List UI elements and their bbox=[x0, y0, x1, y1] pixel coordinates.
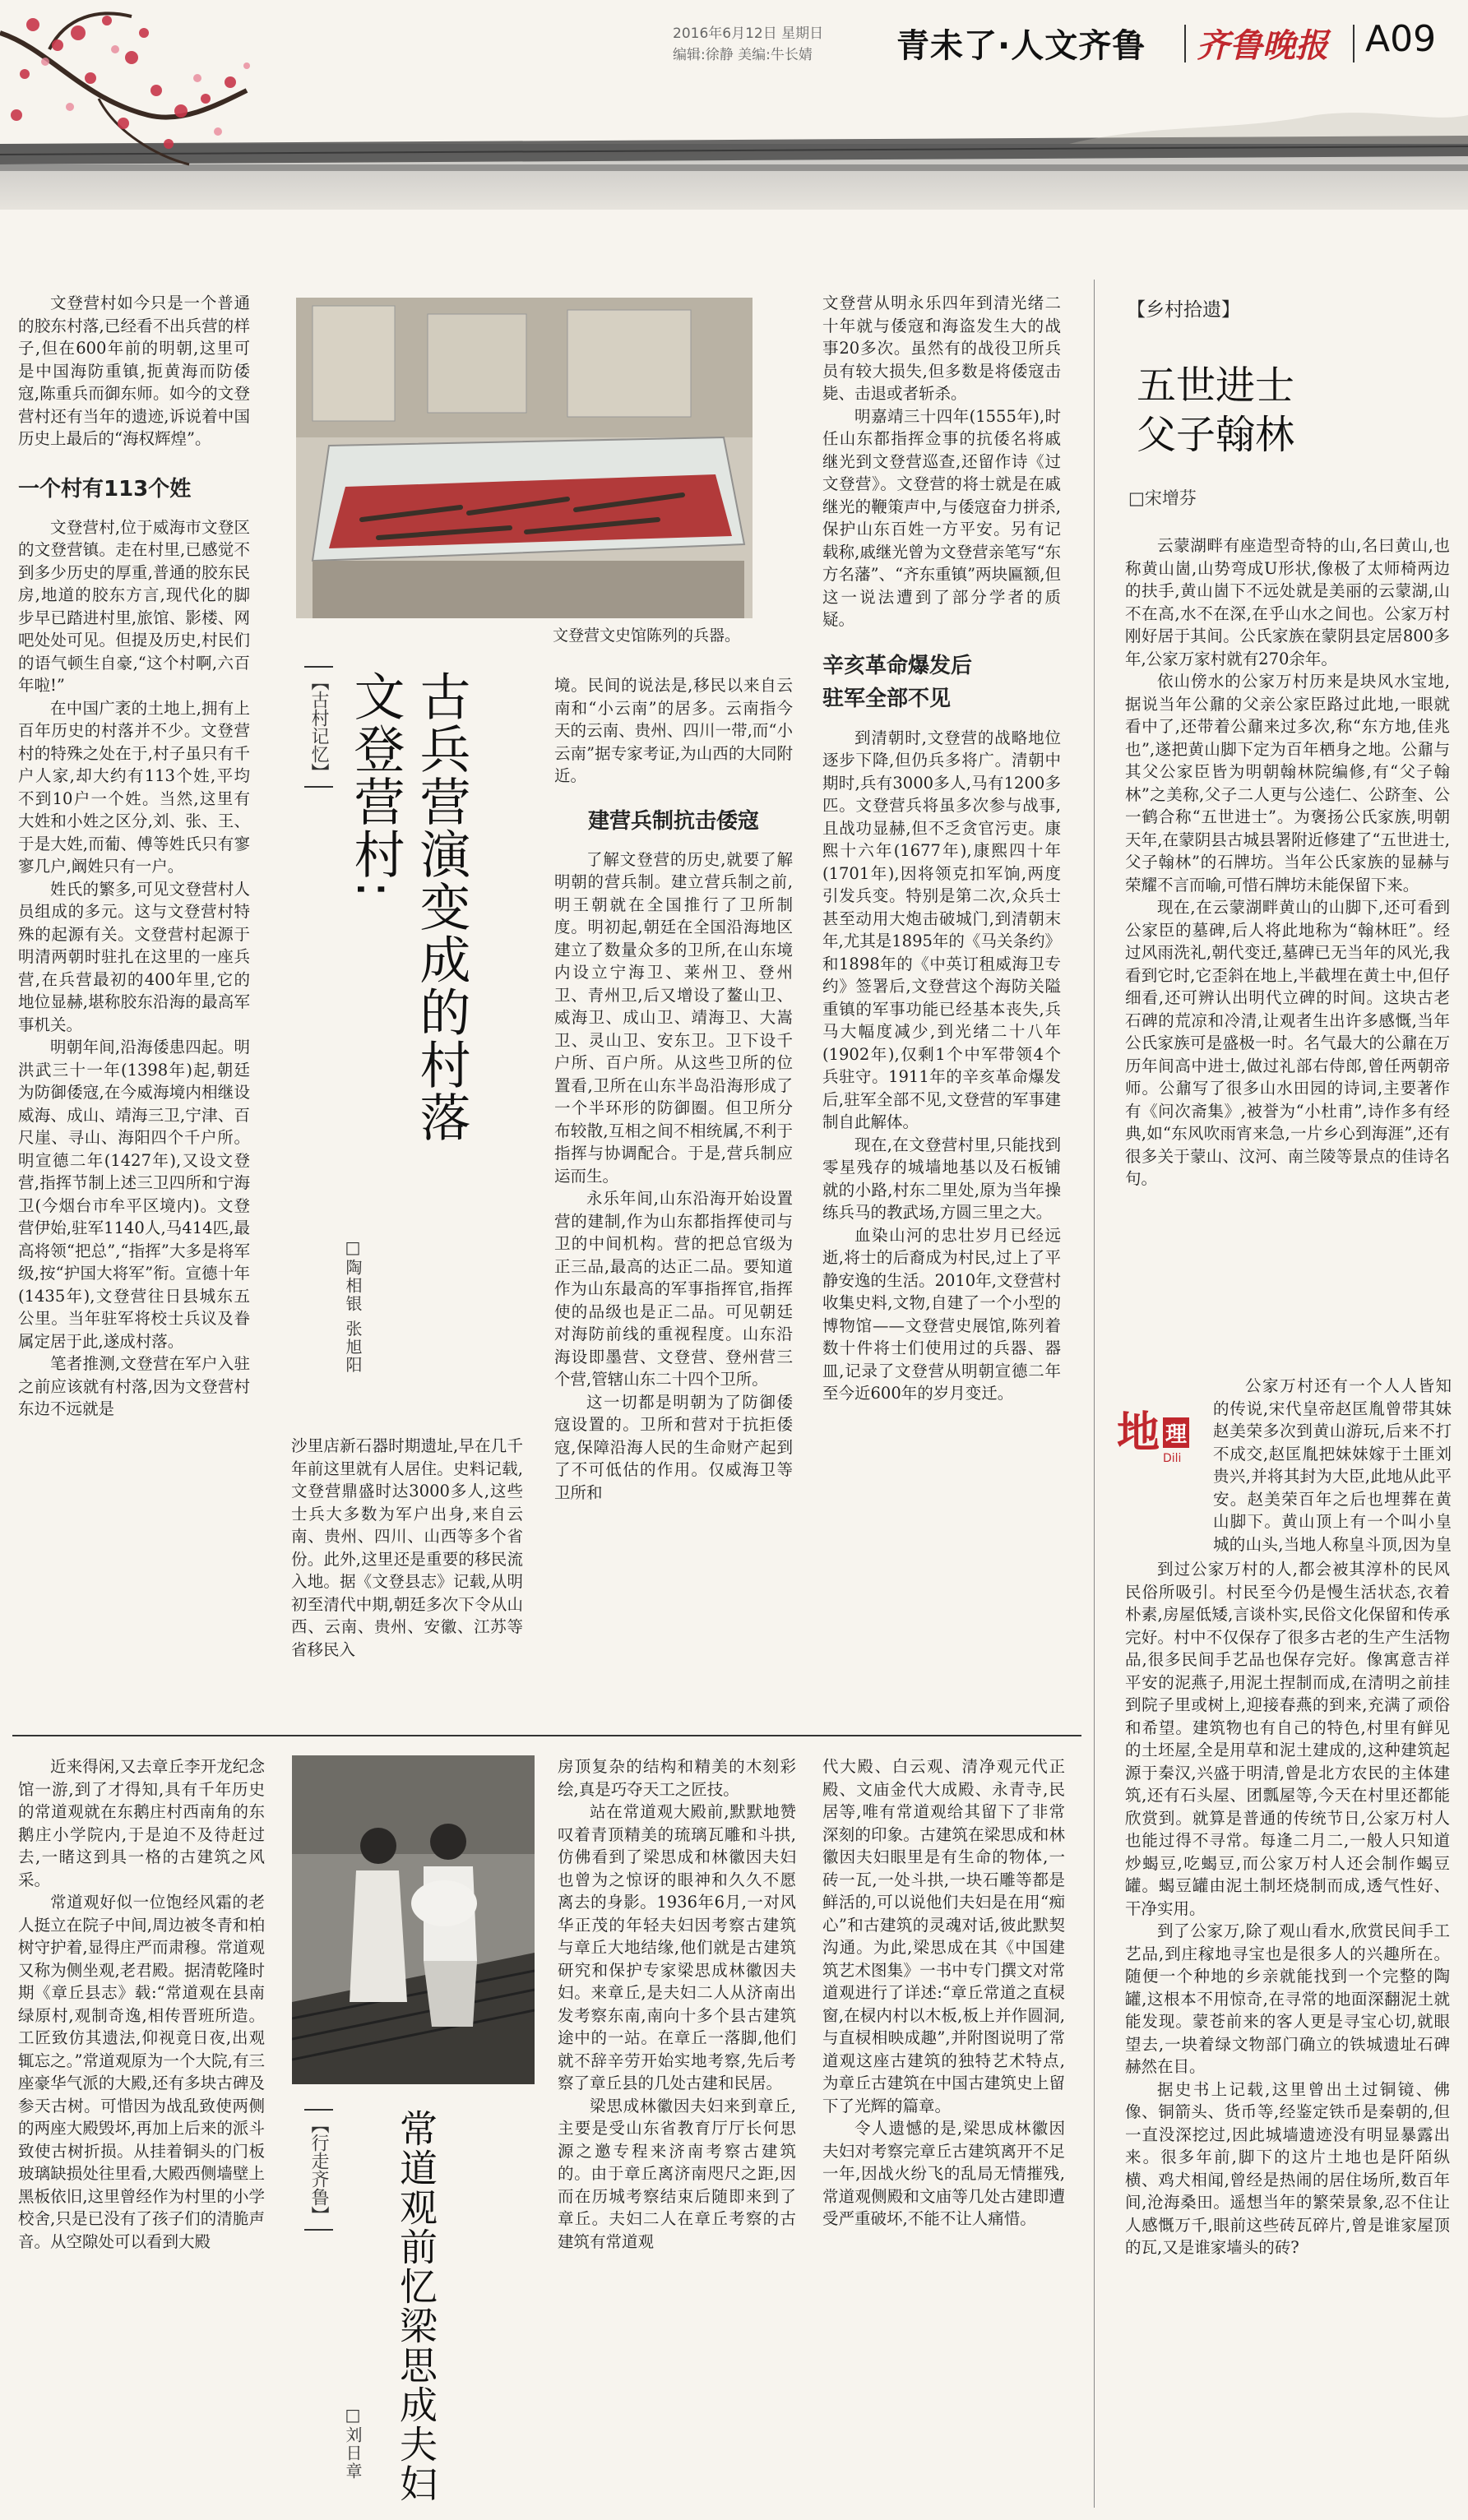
section-divider bbox=[12, 1735, 1081, 1736]
article1-para: 在中国广袤的土地上,拥有上百年历史的村落并不少。文登营村的特殊之处在于,村子虽只有千户人家,却大约有113个姓,平均不到10户一个姓。当然,这里有大姓和小姓之区分,刘、张、王、于是大姓,而葡、傅等姓氏只有寥寥几户,阚姓只有一户。 bbox=[18, 698, 250, 876]
article3-column-tag: 【行走齐鲁】 bbox=[304, 2109, 333, 2231]
article3-para: 代大殿、白云观、清净观元代正殿、文庙金代大成殿、永青寺,民居等,唯有常道观给其留下了非常深刻的印象。古建筑在梁思成和林徽因夫妇眼里是有生命的物体,一砖一瓦,一处斗拱,一块石雕等都是鲜活的,可以说他们夫妇是在用“痴心”和古建筑的灵魂对话,彼此默契沟通。为此,梁思成在其《中国建筑艺术图集》一书中专门撰文对常道观进行了详述:“章丘常道之直棂窗,在棂内村以木板,板上并作圆洞,与直棂相映成趣”,并附图说明了常道观这座古建筑的独特艺术特点,为章丘古建筑在中国古建筑史上留下了光辉的篇章。 bbox=[822, 1757, 1065, 2115]
article2-col-wrap bbox=[1213, 1375, 1452, 1556]
article1-para: 了解文登营的历史,就要了解明朝的营兵制。建立营兵制之前,明王朝就在全国推行了卫所制度。明初起,朝廷在全国沿海地区建立了数量众多的卫所,在山东境内设立宁海卫、莱州卫、登州卫、青州卫,后又增设了鳌山卫、威海卫、成山卫、靖海卫、大嵩卫、灵山卫、安东卫。卫下设千户所、百户所。从这些卫所的位置看,卫所在山东半岛沿海形成了一个半环形的防御圈。但卫所分布较散,互相之间不相统属,不利于指挥与协调配合。于是,营兵制应运而生。 bbox=[554, 849, 793, 1186]
article1-para: 这一切都是明朝为了防御倭寇设置的。卫所和营对于抗拒倭寇,保障沿海人民的生命财产起到了不可低估的作用。仅威海卫等卫所和 bbox=[554, 1392, 793, 1502]
article2-para: 到了公家万,除了观山看水,欣赏民间手工艺品,到庄稼地寻宝也是很多人的兴趣所在。随便一个种地的乡亲就能找到一个完整的陶罐,这根本不用惊奇,在寻常的地面深翻泥土就能发现。蒙苍前来的客人更是寻宝心切,就眼望去,一块着绿文物部门确立的铁城遗址石碑赫然在目。 bbox=[1125, 1921, 1450, 2076]
dili-logo-char2: 理 bbox=[1163, 1417, 1189, 1448]
dili-logo-char1: 地 bbox=[1117, 1408, 1160, 1458]
editors-credit: 编辑:徐静 美编:牛长婧 bbox=[673, 47, 813, 63]
article1-para: 明朝年间,沿海倭患四起。明洪武三十一年(1398年)起,朝廷为防御倭寇,在今威海境内相继设威海、成山、靖海三卫,宁津、百尺崖、寻山、海阳四个千户所。明宣德二年(1427年),又设文登营,指挥节制上述三卫四所和宁海卫(今烟台市牟平区境内)。文登营伊始,驻军1140人,马414匹,最高将领“把总”,“指挥”大多是将军级,按“护国大将军”衔。宣德十年(1435年),文登营往日县城东五公里。当年驻军将校士兵议及眷属定居于此,遂成村落。 bbox=[18, 1038, 250, 1351]
section-title: 青未了·人文齐鲁 bbox=[896, 27, 1146, 65]
article2-col-bottom bbox=[1125, 1558, 1450, 2504]
dili-logo bbox=[1117, 1398, 1199, 1480]
article1-para: 境。民间的说法是,移民以来自云南和“小云南”的居多。云南指今天的云南、贵州、四川一带,而“小云南”据专家考证,为山西的大同附近。 bbox=[554, 676, 793, 785]
article1-para: 血染山河的忠壮岁月已经远逝,将士的后裔成为村民,过上了平静安逸的生活。2010年,文登营村收集史料,文物,自建了一个小型的博物馆——文登营史展馆,陈列着数十件将士们使用过的兵器、器皿,记录了文登营从明朝宣德二年至今近600年的岁月变迁。 bbox=[822, 1225, 1061, 1403]
article1-para: 文登营村,位于威海市文登区的文登营镇。走在村里,已感觉不到多少历史的厚重,普通的胶东民房,地道的胶东方言,现代化的脚步早已踏进村里,旅馆、影楼、网吧处处可见。但提及历史,村民们的语气顿生自豪,“这个村啊,六百年啦!” bbox=[18, 517, 250, 695]
article2-para: 公家万村还有一个人人皆知的传说,宋代皇帝赵匡胤曾带其妹赵美荣多次到黄山游玩,后来不打不成交,赵匡胤把妹妹嫁于土匪刘贵兴,并将其封为大臣,此地从此平安。赵美荣百年之后也埋葬在黄山脚下。黄山顶上有一个叫小皇城的山头,当地人称皇斗顶,因为皇 bbox=[1213, 1376, 1452, 1554]
article3-para: 房顶复杂的结构和精美的木刻彩绘,真是巧夺天工之匠技。 bbox=[558, 1757, 796, 1799]
article3-title: 常道观前忆梁思成夫妇 bbox=[394, 2109, 438, 2504]
article1-intro: 文登营村如今只是一个普通的胶东村落,已经看不出兵营的样子,但在600年前的明朝,这里可是中国海防重镇,扼黄海而防倭寇,陈重兵而御东师。如今的文登营村还有当年的遗迹,诉说着中国历史上最后的“海权辉煌”。 bbox=[18, 294, 250, 448]
article1-para: 文登营从明永乐四年到清光绪二十年就与倭寇和海盗发生大的战事20多次。虽然有的战役卫所兵员有较大损失,但多数是将倭寇击毙、击退或者斩杀。 bbox=[822, 294, 1061, 403]
article1-col-c bbox=[554, 674, 793, 1718]
weapons-photo-caption: 文登营文史馆陈列的兵器。 bbox=[553, 627, 741, 645]
article1-para: 笔者推测,文登营在军户入驻之前应该就有村落,因为文登营村东边不远就是 bbox=[18, 1354, 250, 1418]
article3-col-a bbox=[18, 1755, 265, 2508]
article1-para: 永乐年间,山东沿海开始设置营的建制,作为山东都指挥使司与卫的中间机构。营的把总官级为正三品,最高的达正二品。要知道作为山东最高的军事指挥官,指挥使的品级也是正二品。可见朝廷对海防前线的重视程度。山东沿海设即墨营、文登营、登州营三个营,管辖山东二十四个卫所。 bbox=[554, 1189, 793, 1389]
article3-para: 梁思成林徽因夫妇来到章丘,主要是受山东省教育厅厅长何思源之邀专程来济南考察古建筑的。由于章丘离济南咫尺之距,因而在历城考察结束后随即来到了章丘。夫妇二人在章丘考察的古建筑有常道观 bbox=[558, 2096, 796, 2251]
article3-para: 站在常道观大殿前,默默地赞叹着青顶精美的琉璃瓦雕和斗拱,仿佛看到了梁思成和林徽因夫妇也曾为之惊讶的眼神和久久不愿离去的身影。1936年6月,一对风华正茂的年轻夫妇因考察古建筑与章丘大地结缘,他们就是古建筑研究和保护专家梁思成林徽因夫妇。来章丘,是夫妇二人从济南出发考察东南,南向十多个县古建筑途中的一站。在章丘一落脚,他们就不辞辛劳开始实地考察,先后考察了章丘县的几处古建和民居。 bbox=[558, 1802, 796, 2092]
article2-para: 到过公家万村的人,都会被其淳朴的民风民俗所吸引。村民至今仍是慢生活状态,衣着朴素,房屋低矮,言谈朴实,民俗文化保留和传承完好。村中不仅保存了很多古老的生产生活物品,很多民间手艺品也保存完好。像寓意吉祥平安的泥燕子,用泥土捏制而成,在清明之前挂到院子里或树上,迎接春燕的到来,充满了顽俗和希望。建筑物也有自己的特色,村里有鲜见的土坯屋,全是用草和泥土建成的,这种建筑起源于秦汉,兴盛于明清,曾是北方农民的主体建筑,还有石头屋、团瓢屋等,今天在村里还都能欣赏到。就算是普通的传统节日,公家万村人也能过得不寻常。每逢二月二,一般人只知道炒蝎豆,吃蝎豆,而公家万村人还会制作蝎豆罐。蝎豆罐由泥土制坯烧制而成,透气性好、干净实用。 bbox=[1125, 1560, 1450, 1918]
article3-para: 令人遗憾的是,梁思成林徽因夫妇对考察完章丘古建筑离开不足一年,因战火纷飞的乱局无情摧残,常道观侧殿和文庙等几处古建即遭受严重破坏,不能不让人痛惜。 bbox=[822, 2119, 1065, 2228]
article3-para: 常道观好似一位饱经风霜的老人挺立在院子中间,周边被冬青和柏树守护着,显得庄严而肃穆。常道观又称为侧坐观,老君殿。据清乾隆时期《章丘县志》载:“常道观在县南绿原村,观制奇逸,相传晋班所造。工匠致仿其遗法,仰视竟日夜,出观辄忘之。”常道观原为一个大院,有三座豪华气派的大殿,还有多块古碑及参天古树。可惜因为战乱致使两侧的两座大殿毁坏,再加上后来的派斗致使古树折损。从挂着铜头的门板玻璃缺损处往里看,大殿西侧墙壁上黑板依旧,这里曾经作为村里的小学校舍,只是已没有了孩子们的清脆声音。从空隙处可以看到大殿 bbox=[18, 1893, 265, 2251]
page-header bbox=[0, 0, 1468, 247]
article3-para: 近来得闲,又去章丘李开龙纪念馆一游,到了才得知,具有千年历史的常道观就在东鹅庄村西南角的东鹅庄小学院内,于是迫不及待赶过去,一睹这到具一格的古建筑之风采。 bbox=[18, 1757, 265, 1889]
article1-title-line2: 文登营村: bbox=[345, 670, 405, 899]
article2-col-top bbox=[1125, 534, 1450, 1373]
weapons-display-photo bbox=[296, 298, 753, 618]
article2-title-line2: 父子翰林 bbox=[1137, 412, 1295, 458]
article1-para: 沙里店新石器时期遗址,早在几千年前这里就有人居住。史料记载,文登营鼎盛时达3000多人,这些士兵大多数为军户出身,来自云南、贵州、四川、山西等多个省份。此外,这里还是重要的移民流入地。据《文登县志》记载,从明初至清代中期,朝廷多次下令从山西、云南、贵州、安徽、江苏等省移民入 bbox=[291, 1436, 523, 1659]
article1-column-tag: 【古村记忆】 bbox=[304, 666, 333, 788]
article1-para: 现在,在文登营村里,只能找到零星残存的城墙地基以及石板铺就的小路,村东二里处,原为当年操练兵马的教武场,方圆三里之大。 bbox=[822, 1135, 1061, 1222]
article1-col-d bbox=[822, 292, 1061, 1718]
article1-subhead-3-line1: 辛亥革命爆发后 bbox=[822, 653, 973, 678]
article1-para: 明嘉靖三十四年(1555年),时任山东都指挥佥事的抗倭名将戚继光到文登营巡查,还留作诗《过文登营》。文登营的将士就是在戚继光的鞭策声中,与倭寇奋力拼杀,保护山东百姓一方平安。另有记载称,戚继光曾为文登营亲笔写“东方名藩”、“齐东重镇”两块匾额,但这一说法遭到了部分学者的质疑。 bbox=[822, 406, 1061, 629]
column-divider bbox=[1094, 280, 1095, 2508]
article3-author: □刘日章 bbox=[343, 2405, 363, 2481]
dili-logo-sub: Dili bbox=[1163, 1452, 1182, 1465]
article1-para: 姓氏的繁多,可见文登营村人员组成的多元。这与文登营村特殊的起源有关。文登营村起源于明清两朝时驻扎在这里的一座兵营,在兵营最初的400年里,它的地位显赫,堪称胶东沿海的最高军事机关。 bbox=[18, 879, 250, 1034]
article2-column-tag: 【乡村拾遗】 bbox=[1127, 299, 1240, 321]
article1-subhead-3 bbox=[822, 650, 1061, 715]
liang-lin-couple-photo bbox=[292, 1755, 535, 2084]
article1-col-a bbox=[18, 292, 250, 1718]
article1-subhead-2: 建营兵制抗击倭寇 bbox=[587, 808, 759, 834]
issue-date: 2016年6月12日 星期日 bbox=[673, 25, 824, 42]
article1-title-line1: 古兵营演变成的村落 bbox=[411, 670, 471, 1144]
article1-subhead-1: 一个村有113个姓 bbox=[18, 476, 192, 502]
article2-para: 据史书上记载,这里曾出土过铜镜、佛像、铜箭头、货币等,经鉴定铁币是秦朝的,但一直没深挖过,因此城墙遗迹没有明显暴露出来。很多年前,脚下的这片土地也是阡陌纵横、鸡犬相闻,曾经是热闹的居住场所,数百年间,沧海桑田。遥想当年的繁荣景象,忍不住让人感慨万千,眼前这些砖瓦碎片,曾是谁家屋顶的瓦,又是谁家墙头的砖? bbox=[1125, 2079, 1450, 2257]
article1-col-b bbox=[291, 1435, 523, 1718]
article2-para: 依山傍水的公家万村历来是块风水宝地,据说当年公鼐的父亲公家臣路过此地,一眼就看中了,还带着公鼐来过多次,称“东方地,佳兆也”,遂把黄山脚下定为百年栖身之地。公鼐与其父公家臣皆为明朝翰林院编修,有“父子翰林”之美称,父子二人更与公逵仁、公跻奎、公一鹤合称“五世进士”。为褒扬公氏家族,明朝天年,在蒙阴县古城县署附近修建了“五世进士,父子翰林”的石牌坊。当年公氏家族的显赫与荣耀不言而喻,可惜石牌坊未能保留下来。 bbox=[1125, 672, 1450, 895]
article3-col-d bbox=[822, 1755, 1065, 2508]
article1-author: □陶相银 张旭阳 bbox=[343, 1237, 363, 1375]
article2-para: 云蒙湖畔有座造型奇特的山,名曰黄山,也称黄山崮,山势弯成U形状,像极了太师椅两边的扶手,黄山崮下不远处就是美丽的云蒙湖,山不在高,水不在深,在乎山水之间也。公家万村刚好居于其间。公氏家族在蒙阴县定居800多年,公家万家村就有270余年。 bbox=[1125, 536, 1450, 668]
page-number: A09 bbox=[1365, 18, 1437, 60]
article2-title-line1: 五世进士 bbox=[1137, 363, 1295, 409]
article3-col-c bbox=[558, 1755, 796, 2508]
newspaper-logo: 齐鲁晚报 bbox=[1197, 26, 1328, 65]
article2-author: □宋增芬 bbox=[1128, 488, 1197, 508]
article1-para: 到清朝时,文登营的战略地位逐步下降,但仍兵多将广。清朝中期时,兵有3000多人,马有1200多匹。文登营兵将虽多次参与战事,且战功显赫,但不乏贪官污吏。康熙十六年(1677年),康熙四十年(1701年),因将领克扣军饷,两度引发兵变。特别是第二次,众兵士甚至动用大炮击破城门,到清朝末年,尤其是1895年的《马关条约》和1898年的《中英订租威海卫专约》签署后,文登营这个海防关隘重镇的军事功能已经基本丧失,兵马大幅度减少,到光绪二十八年(1902年),仅剩1个中军带领4个兵驻守。1911年的辛亥革命爆发后,驻军全部不见,文登营的军事建制自此解体。 bbox=[822, 728, 1061, 1131]
article2-para: 现在,在云蒙湖畔黄山的山脚下,还可看到公家臣的墓碑,后人将此地称为“翰林旺”。经过风雨洗礼,朝代变迁,墓碑已无当年的风光,我看到它时,它歪斜在地上,半截埋在黄土中,但仔细看,还可辨认出明代立碑的时间。这块古老石碑的荒凉和冷清,让观者生出许多感慨,当年公氏家族可是盛极一时。名气最大的公鼐在万历年间高中进士,做过礼部右侍郎,曾任两朝帝师。公鼐写了很多山水田园的诗词,主要著作有《问次斋集》,被誉为“小杜甫”,诗作多有经典,如“东风吹雨宵来急,一片乡心到海涯”,还有很多关于蒙山、汶河、南兰陵等景点的佳诗名句。 bbox=[1125, 898, 1450, 1188]
article1-subhead-3-line2: 驻军全部不见 bbox=[822, 686, 952, 711]
